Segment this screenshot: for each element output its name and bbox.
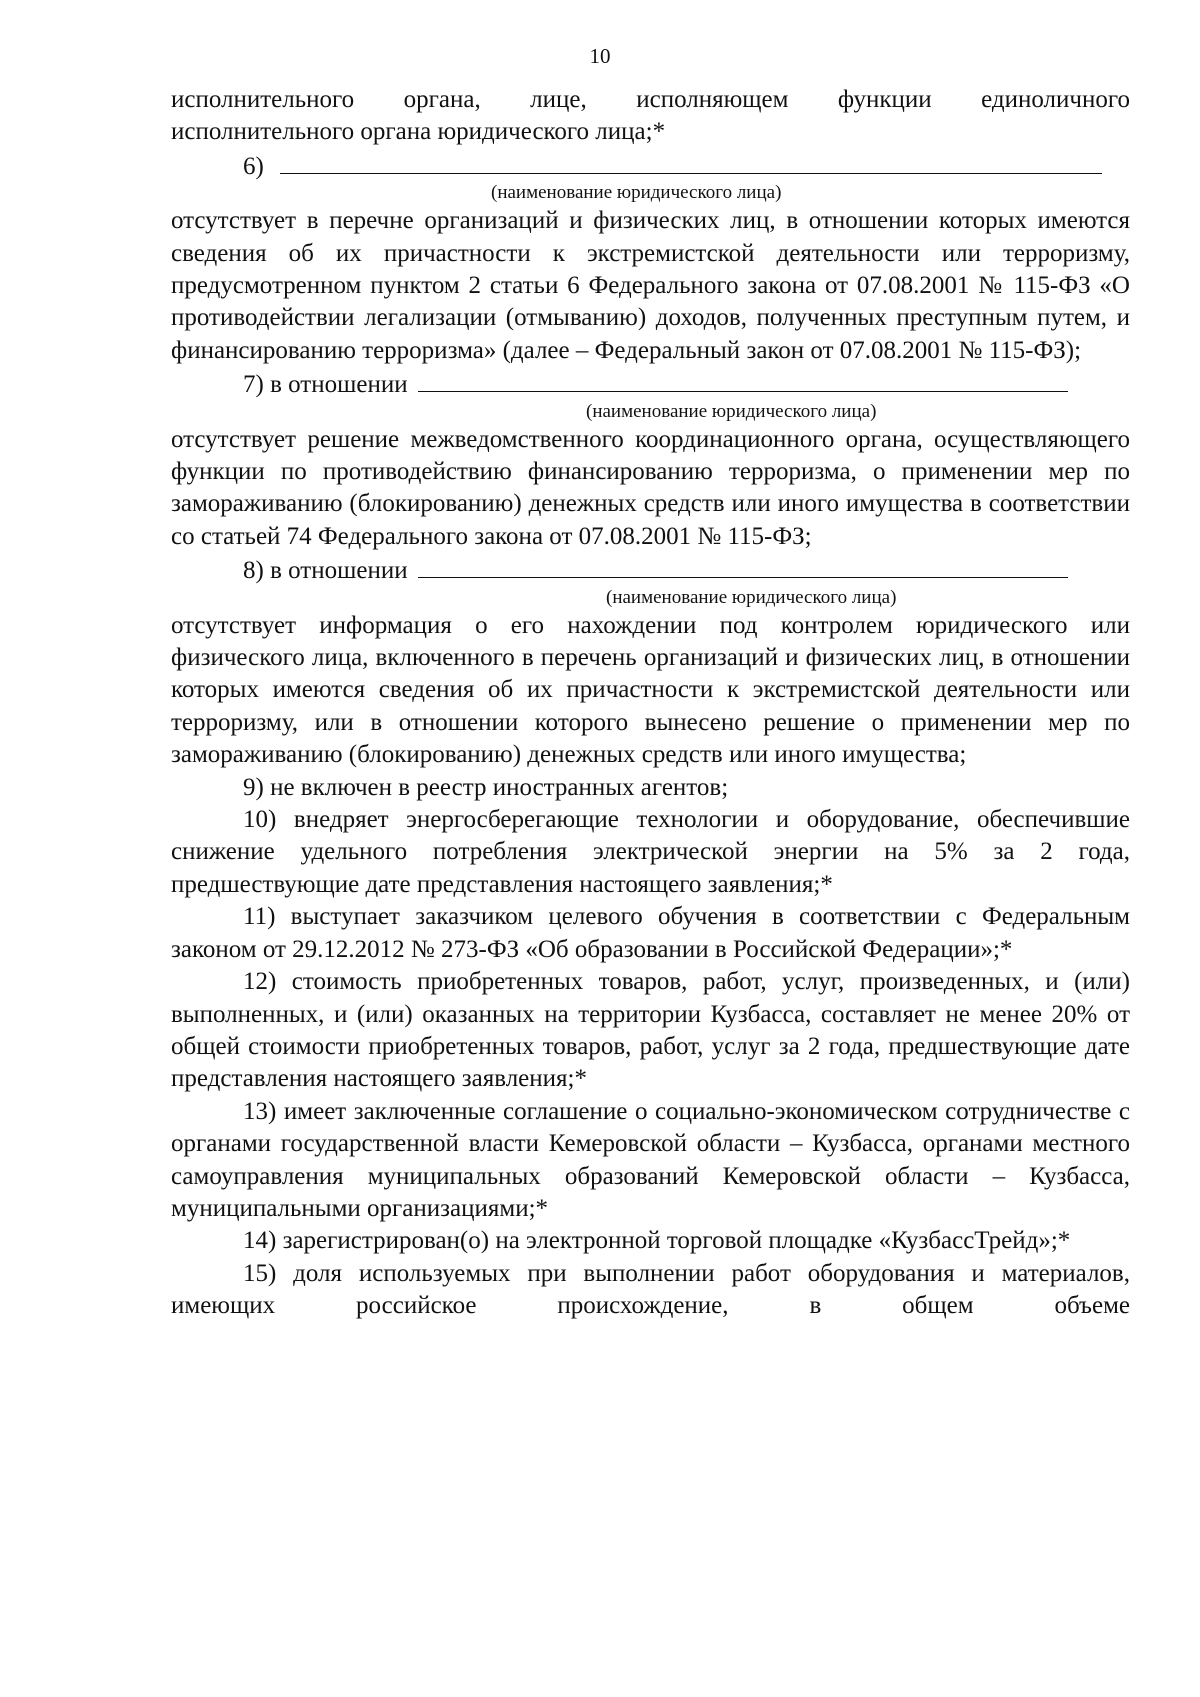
item-15-text: 15) доля используемых при выполнении работ оборудования и материалов, имеющих российское происхождение, в общем объеме [171,1259,1130,1320]
item-6-caption: (наименование юридического лица) [491,182,782,204]
item-14-text: 14) зарегистрирован(о) на электронной торговой площадке «КузбассТрейд»;* [243,1227,1071,1255]
item-6-text: отсутствует в перечне организаций и физических лиц, в отношении которых имеются сведения об их причастности к экстремистской деятельности или терроризму, предусмотренном пунктом 2 статьи 6 Федерального закона от 07.08.2001 № 115-ФЗ «О противодействии легализации (отмыванию) доходов, полученных преступным путем, и финансированию терроризма» (далее – Федеральный закон от 07.08.2001 № 115-ФЗ); [171,207,1130,364]
page-number: 10 [589,44,611,68]
item-8-text: отсутствует информация о его нахождении под контролем юридического или физического лица, включенного в перечень организаций и физических лиц, в отношении которых имеются сведения об их причастности к экстремистской деятельности или терроризму, или в отношении которого вынесено решение о применении мер по замораживанию (блокированию) денежных средств или иного имущества; [171,611,1130,769]
item-6-fill-row [171,149,1130,181]
item-13-text: 13) имеет заключенные соглашение о социально-экономическом сотрудничестве с органами государственной власти Кемеровской области – Кузбасса, органами местного самоуправления муниципальных образований Кемеровской области – Кузбасса, муниципальными организациями;* [171,1097,1130,1222]
item-11-text: 11) выступает заказчиком целевого обучения в соответствии с Федеральным законом от 29.12.2012 № 273-ФЗ «Об образовании в Российской Федерации»;* [171,903,1130,963]
item-7-fill-row [171,367,1130,399]
item-7-label: 7) в отношении [243,371,408,399]
paragraph-continuation-end: исполнительного органа юридического лица;* [171,118,666,146]
item-7-caption: (наименование юридического лица) [586,400,877,422]
item-8-blank-line [418,553,1068,578]
item-8-caption: (наименование юридического лица) [606,586,897,608]
item-9-text: 9) не включен в реестр иностранных агентов; [243,773,729,801]
item-12-text: 12) стоимость приобретенных товаров, работ, услуг, произведенных, и (или) выполненных, и (или) оказанных на территории Кузбасса, составляет не менее 20% от общей стоимости приобретенных товаров, работ, услуг за 2 года, предшествующие дате представления настоящего заявления;* [171,968,1130,1093]
item-8-fill-row [171,553,1130,585]
item-7-blank-line [418,367,1068,392]
paragraph-continuation-line: исполнительного органа, лице, исполняющем функции единоличного [171,86,1130,113]
item-6-blank-line [280,149,1102,174]
item-7-text: отсутствует решение межведомственного координационного органа, осуществляющего функции по противодействию финансированию терроризма, о применении мер по замораживанию (блокированию) денежных средств или иного имущества в соответствии со статьей 74 Федерального закона от 07.08.2001 № 115-ФЗ; [171,425,1130,550]
item-8-label: 8) в отношении [243,557,408,585]
item-10-text: 10) внедряет энергосберегающие технологии и оборудование, обеспечившие снижение удельного потребления электрической энергии на 5% за 2 года, предшествующие дате представления настоящего заявления;* [171,806,1130,898]
item-6-label: 6) [243,152,264,180]
document-body [171,84,1130,1323]
